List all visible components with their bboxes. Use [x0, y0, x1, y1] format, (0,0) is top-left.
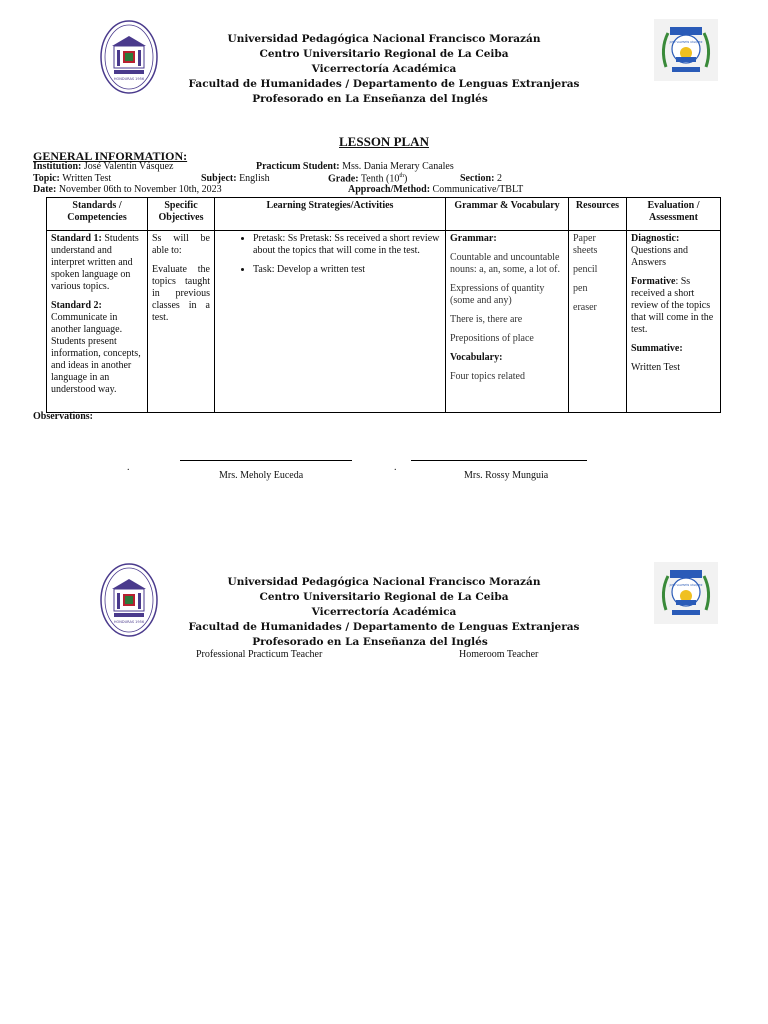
section-label: Section:: [460, 173, 495, 184]
activities-cell: [215, 231, 446, 413]
signature-line-left: [180, 460, 352, 461]
resource-item: Paper sheets: [573, 233, 598, 256]
approach-field: [348, 184, 523, 195]
student-value: Mss. Dania Merary Canales: [342, 161, 454, 172]
header-line: Centro Universitario Regional de La Ceiba: [259, 591, 509, 603]
topic-field: [33, 173, 111, 184]
header-line: Facultad de Humanidades / Departamento de Lenguas Extranjeras: [188, 78, 580, 90]
header-line: Centro Universitario Regional de La Ceiba: [259, 48, 509, 60]
header-line: Vicerrectoría Académica: [311, 606, 457, 618]
grammar-item: Countable and uncountable nouns: a, an, some, a lot of.: [450, 252, 560, 275]
header-line: Profesorado en La Enseñanza del Inglés: [252, 636, 488, 648]
grammar-item: There is, there are: [450, 314, 523, 325]
section-field: [460, 173, 502, 184]
formative-text: : Ss received a short review of the topics that will come in the test.: [631, 276, 714, 335]
header-line: Universidad Pedagógica Nacional Francisco Morazán: [227, 576, 541, 588]
resource-item: pencil: [573, 264, 598, 275]
diagnostic-text: Questions and Answers: [631, 245, 688, 268]
resources-cell: [569, 231, 627, 413]
header-grammar: Grammar & Vocabulary: [446, 198, 569, 231]
left-logo-text: HONDURAS 1956: [113, 77, 145, 81]
objective-item: Evaluate the topics taught in previous classes in a test.: [152, 264, 210, 323]
signature-name-right: Mrs. Rossy Munguia: [464, 470, 549, 481]
institution-label: Institution:: [33, 161, 82, 172]
date-field: [33, 184, 222, 195]
diagnostic-label: Diagnostic:: [631, 233, 680, 244]
header-evaluation: Evaluation / Assessment: [627, 198, 721, 231]
signature-right-dot: .: [394, 462, 397, 473]
topic-label: Topic:: [33, 173, 60, 184]
institution-value: José Valentín Vásquez: [83, 161, 174, 172]
standards-cell: [47, 231, 148, 413]
grammar-item: Prepositions of place: [450, 333, 534, 344]
approach-value: Communicative/TBLT: [432, 184, 524, 195]
vocabulary-label: Vocabulary:: [450, 352, 503, 363]
lesson-plan-table: [46, 197, 721, 413]
student-field: [256, 161, 454, 172]
summative-label: Summative:: [631, 343, 683, 354]
general-information-heading: GENERAL INFORMATION:: [33, 149, 188, 163]
standard1-text: Students understand and interpret written and spoken language on various topics.: [51, 233, 139, 292]
left-logo-text-page2: HONDURAS 1956: [113, 620, 145, 624]
activity-item: • Task: Develop a written test: [253, 264, 441, 276]
approach-label: Approach/Method:: [348, 184, 431, 195]
signature-name-left: Mrs. Meholy Euceda: [219, 470, 304, 481]
header-resources: Resources: [569, 198, 627, 231]
header-line: Universidad Pedagógica Nacional Francisco Morazán: [227, 33, 541, 45]
subject-value: English: [239, 173, 270, 184]
grade-field: [328, 173, 407, 184]
standard2-text: Communicate in another language. Students present information, concepts, and ideas in another language in an understood way.: [51, 312, 141, 395]
vocabulary-item: Four topics related: [450, 371, 525, 382]
table-header-row: [47, 198, 721, 231]
role-homeroom-teacher: Homeroom Teacher: [459, 649, 539, 660]
right-logo-text-page2: JOSÉ VALENTÍN VÁSQUEZ: [669, 584, 703, 587]
objective-item: Ss will be able to:: [152, 233, 210, 256]
header-objectives: Specific Objectives: [148, 198, 215, 231]
summative-text: Written Test: [631, 362, 680, 373]
observations-label: [33, 411, 93, 422]
lesson-plan-title: LESSON PLAN: [339, 134, 429, 149]
standard2-label: Standard 2:: [51, 300, 102, 311]
evaluation-cell: [627, 231, 721, 413]
subject-field: [201, 173, 270, 184]
grade-label: Grade:: [328, 173, 359, 185]
topic-value: Written Test: [62, 173, 112, 184]
university-header: [0, 32, 768, 107]
activity-item: • Pretask: Ss Pretask: Ss received a short review about the topics that will come in the test.: [253, 233, 441, 257]
institution-field: [33, 161, 173, 172]
grammar-item: Expressions of quantity (some and any): [450, 283, 545, 306]
signature-left-dot: .: [127, 462, 130, 473]
resource-item: eraser: [573, 302, 597, 313]
header-activities: Learning Strategies/Activities: [215, 198, 446, 231]
role-practicum-teacher: Professional Practicum Teacher: [196, 649, 323, 660]
header-line: Vicerrectoría Académica: [311, 63, 457, 75]
right-logo-text: JOSÉ VALENTÍN VÁSQUEZ: [669, 41, 703, 44]
grade-superscript: th: [399, 173, 405, 179]
grammar-cell: [446, 231, 569, 413]
resource-item: pen: [573, 283, 588, 294]
grade-value: Tenth (10: [360, 173, 400, 185]
section-value: 2: [496, 173, 502, 184]
objectives-cell: [148, 231, 215, 413]
signature-line-right: [411, 460, 587, 461]
table-row: [47, 231, 721, 413]
date-value: November 06th to November 10th, 2023: [58, 184, 222, 195]
date-label: Date:: [33, 184, 57, 195]
observations-text: Observations:: [33, 411, 93, 422]
header-line: Facultad de Humanidades / Departamento de Lenguas Extranjeras: [188, 621, 580, 633]
student-label: Practicum Student:: [256, 161, 340, 172]
standard1-label: Standard 1:: [51, 233, 102, 244]
university-header-page2: [0, 575, 768, 650]
grade-value-end: ): [404, 173, 408, 185]
header-standards: Standards / Competencies: [47, 198, 148, 231]
subject-label: Subject:: [201, 173, 237, 184]
header-line: Profesorado en La Enseñanza del Inglés: [252, 93, 488, 105]
formative-label: Formative: [631, 276, 676, 287]
grammar-label: Grammar:: [450, 233, 497, 244]
